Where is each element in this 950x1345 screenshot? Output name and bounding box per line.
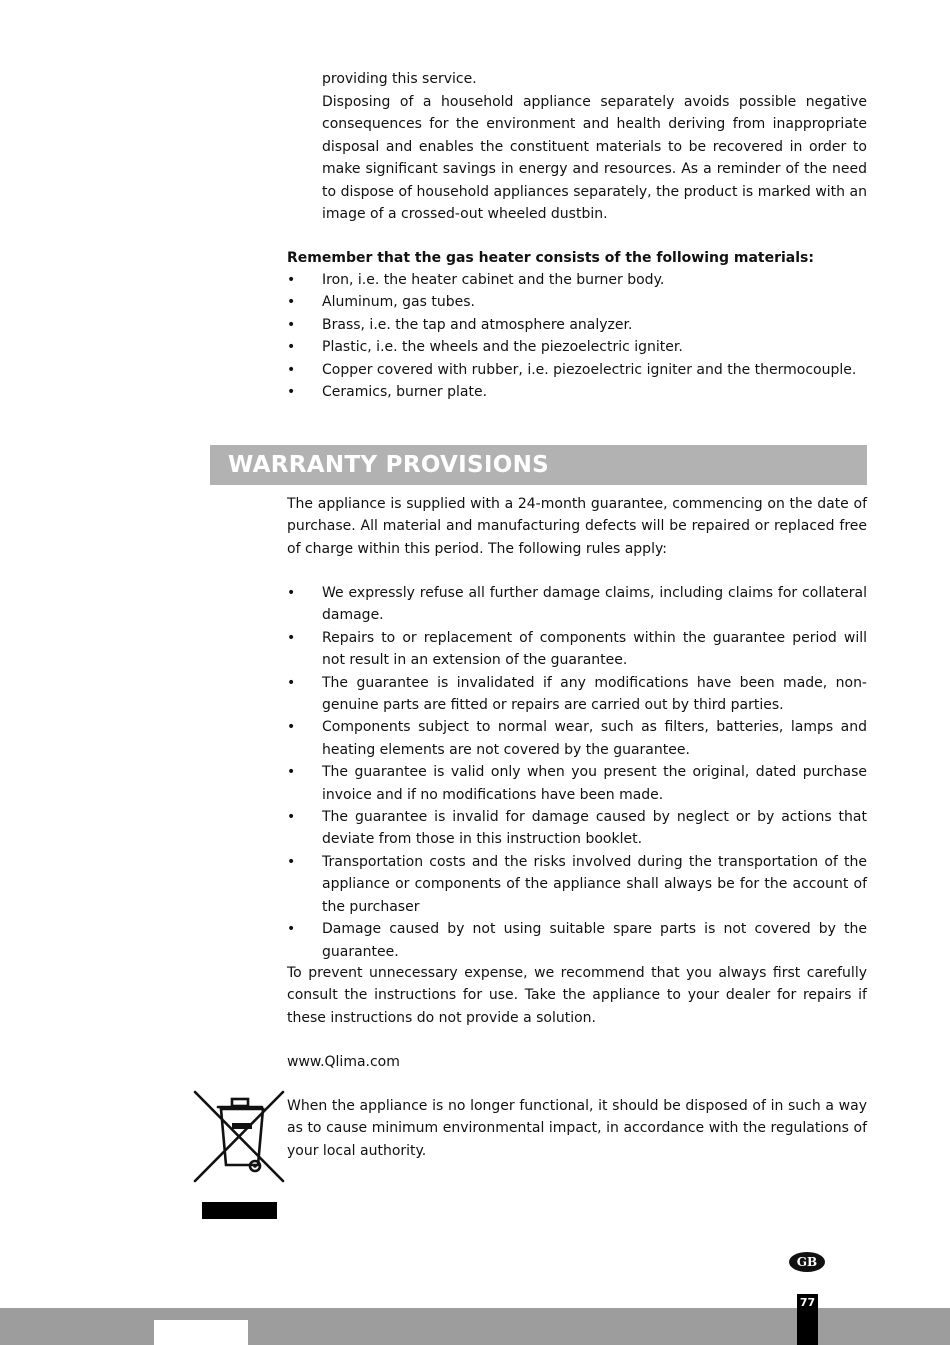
page-number-tab — [797, 1294, 818, 1345]
list-item-text: Brass, i.e. the tap and atmosphere analyzer. — [322, 316, 633, 333]
list-item-text: The guarantee is valid only when you present the original, dated purchase invoice and if no modifications have been made. — [322, 764, 867, 803]
bullet: • — [287, 809, 296, 826]
service-line: providing this service. — [322, 71, 477, 87]
list-item — [287, 806, 867, 851]
list-item-text: Plastic, i.e. the wheels and the piezoelectric igniter. — [322, 339, 683, 356]
list-item-text: Transportation costs and the risks involved during the transportation of the appliance or components of the appliance shall always be for the account of the purchaser — [322, 853, 867, 915]
list-item-text: Aluminum, gas tubes. — [322, 294, 475, 311]
bullet: • — [287, 674, 296, 691]
bullet: • — [287, 629, 296, 646]
advice-paragraph: To prevent unnecessary expense, we recommend that you always first carefully consult the instructions for use. Take the appliance to your dealer for repairs if these instructions do not provide a solution. — [287, 965, 867, 1026]
page-number: 77 — [799, 1296, 816, 1309]
bullet: • — [287, 764, 296, 781]
list-item-text: We expressly refuse all further damage claims, including claims for collateral damage. — [322, 585, 867, 624]
footer-white-box — [154, 1320, 248, 1345]
website-link[interactable]: www.Qlima.com — [287, 1054, 400, 1070]
section-title: WARRANTY PROVISIONS — [228, 452, 550, 478]
bullet: • — [287, 921, 296, 938]
bullet: • — [287, 361, 296, 378]
country-badge: GB — [789, 1252, 825, 1272]
bullet: • — [287, 384, 296, 401]
materials-list — [287, 269, 867, 403]
bullet: • — [287, 339, 296, 356]
bullet: • — [287, 853, 296, 870]
bullet: • — [287, 719, 296, 736]
list-item-text: Copper covered with rubber, i.e. piezoelectric igniter and the thermocouple. — [322, 361, 857, 378]
disposal-paragraph: When the appliance is no longer functional, it should be disposed of in such a way as to cause minimum environmental impact, in accordance with the regulations of your local authority. — [287, 1098, 867, 1159]
list-item — [287, 291, 867, 313]
list-item-text: Ceramics, burner plate. — [322, 384, 488, 401]
list-item — [287, 851, 867, 918]
list-item — [287, 672, 867, 717]
materials-heading: Remember that the gas heater consists of the following materials: — [287, 250, 814, 266]
list-item — [287, 716, 867, 761]
warranty-rules-list — [287, 582, 867, 963]
list-item-text: Iron, i.e. the heater cabinet and the burner body. — [322, 272, 665, 288]
warranty-intro: The appliance is supplied with a 24-month guarantee, commencing on the date of purchase. All material and manufacturing defects will be repaired or replaced free of charge within this period. The following rules apply: — [287, 496, 867, 557]
list-item — [287, 359, 867, 381]
bullet: • — [287, 294, 296, 311]
bullet: • — [287, 272, 296, 288]
crossed-out-wheeled-bin-icon — [192, 1090, 286, 1184]
list-item-text: Components subject to normal wear, such as filters, batteries, lamps and heating elements are not covered by the guarantee. — [322, 719, 867, 758]
list-item-text: The guarantee is invalid for damage caused by neglect or by actions that deviate from those in this instruction booklet. — [322, 809, 867, 848]
list-item — [287, 582, 867, 627]
list-item — [287, 761, 867, 806]
list-item — [287, 918, 867, 963]
list-item-text: The guarantee is invalidated if any modifications have been made, non-genuine parts are fitted or repairs are carried out by third parties. — [322, 674, 867, 714]
list-item — [287, 627, 867, 672]
warranty-heading-bar — [210, 445, 867, 485]
list-item — [287, 269, 867, 291]
weee-bar-icon — [202, 1202, 277, 1219]
list-item-text: Repairs to or replacement of components within the guarantee period will not result in an extension of the guarantee. — [322, 629, 867, 669]
list-item — [287, 314, 867, 336]
disposal-paragraph: Disposing of a household appliance separately avoids possible negative consequences for the environment and health deriving from inappropriate disposal and enables the constituent materials to be recovered in order to make significant savings in energy and resources. As a reminder of the need to dispose of household appliances separately, the product is marked with an image of a crossed-out wheeled dustbin. — [322, 94, 867, 223]
bullet: • — [287, 316, 296, 333]
list-item-text: Damage caused by not using suitable spare parts is not covered by the guarantee. — [322, 921, 867, 960]
bullet: • — [287, 585, 296, 601]
list-item — [287, 381, 867, 403]
list-item — [287, 336, 867, 358]
